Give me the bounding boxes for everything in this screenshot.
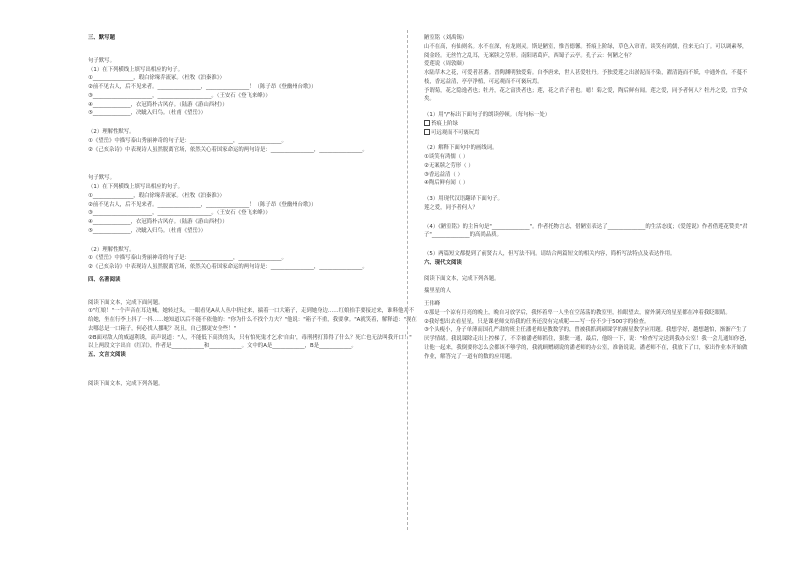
question-2: （2）解释下面句中的画线词。 [424,145,498,152]
poem1-text: 山不在高，有仙则名。水不在深，有龙则灵。斯是陋室，惟吾德馨。苔痕上阶绿，草色入帘青。谈笑有鸿儒，往来无白丁。可以调素琴，阅金经。无丝竹之乱耳，无案牍之劳形。南阳诸葛庐，西蜀子云亭。孔子云：何陋之有？ [424,43,748,59]
block2-line-6: ①《望岳》中描写泰山秀丽神奇的句子是：________________，________________。 [88,255,287,262]
question-2-item-a: ①谈笑有鸿儒（ ） [424,154,469,160]
block1-q1: （1）在下列横线上填写出相应的句子。 [88,66,184,73]
block2-intro: 句子默写。 [88,175,115,182]
block2-line-2: ②前不见古人，后不见来者。________________，________________！（陈子昂《登幽州台歌》） [88,201,317,208]
story-title: 揣里星的人 [424,288,451,295]
question-1-item-b [424,129,750,138]
poem2-title: 爱莲说（周敦颐） [424,61,468,68]
section-5-intro: 阅读下面文本，完成下列各题。 [88,380,164,387]
block1-line-3: ③______________________，____________________。（王安石《登飞来峰》） [88,92,271,99]
section-4-intro: 阅读下面文本，完成下面问题。 [88,299,164,306]
right-column [424,34,750,361]
question-1-item-a [424,120,750,129]
section-3-title: 三、默写题 [88,35,115,41]
block2-line-5: ⑤______________，决眦入归鸟。（杜甫《望岳》） [88,227,207,234]
block2-line-7: ②《己亥杂诗》中表现诗人虽然脱离官场，依然关心着国家命运的两句诗是：________________，________________。 [88,264,368,270]
question-3-text: 莲之爱，同予者何人？ [424,204,478,211]
question-2-item-b: ②无案牍之劳形（ ） [424,162,474,169]
block1-line-6: ①《望岳》中描写泰山秀丽神奇的句子是：________________，________________。 [88,137,287,144]
poem2-para-2: 予谓菊，花之隐逸者也；牡丹，花之富贵者也；莲，花之君子者也。噫！菊之爱，陶后鲜有闻。莲之爱，同予者何人？牡丹之爱，宜乎众矣。 [424,87,748,103]
section-6-intro: 阅读下面文本，完成下列各题。 [424,275,500,282]
poem2-para-1: 水陆草木之花，可爱者甚蕃。晋陶渊明独爱菊。自李唐来，世人甚爱牡丹。予独爱莲之出淤泥而不染，濯清涟而不妖，中通外直，不蔓不枝，香远益清，亭亭净植，可远观而不可亵玩焉。 [424,70,748,85]
block2-q2: （2）理解性默写。 [88,246,135,253]
question-1-item-a-text: 苔痕上阶绿 [431,120,458,127]
block2-line-4: ④______________，衣冠简朴古风存。（陆游《游山西村》） [88,219,228,225]
block1-line-5: ⑤______________，决眦入归鸟。（杜甫《望岳》） [88,110,207,117]
story-para-3: ③个头瘦小，身子单薄而国孔严肃的班主任潘老师是教数学的，曾被我抓到刷课学的握星数学应用题。我想学好，越想越怕，渐渐产生了厌学情绪。我说课除走出上控梯了，不幸被潘老师抓住，狠批一通，最后，他盼一下，说："检查写完送到我办公室！我一会儿通知你爸，让他一起来，我倒要你怎么会都该不够学的，我就顾赠刷说的潘老师的办公室，准备说说。潘老师不在，我放下了口，家出作业本开始做作业，解答完了一道有的数的应用题。 [424,327,750,360]
poem1-title: 陋室铭（刘禹锡） [424,35,468,41]
story-para-1: ①那是一个凉有月亮的晚上，晚自习放学后，我怀着卑一人坐在空荡荡的教室里，抬眼望去，窗外满天的星星都在冲着我眨眼睛。 [424,309,731,316]
block2-line-3: ③______________________，____________________。（王安石《登飞来峰》） [88,210,271,217]
story-author: 王伟峰 [424,301,441,307]
checkbox-icon [424,120,430,126]
block1-intro: 句子默写。 [88,57,115,64]
left-column [88,34,418,389]
question-4: （4）《陋室铭》的主旨句是"______________"。作者托物言志，借陋室表达了______________的生活态度；《爱莲说》作者借莲花赞美"君子"______________的高尚品质。 [424,223,748,239]
question-5: （5）两篇短文都提到了前贤古人，但写法不同。请结合两篇短文的相关内容，简析写法特点及表达作用。 [424,251,676,257]
section-5-title: 五、文言文阅读 [88,352,126,358]
section-4-title: 四、名著阅读 [88,276,121,283]
block1-line-7: ②《己亥杂诗》中表现诗人虽然脱离官场，依然关心着国家命运的两句诗是：________________，________________。 [88,146,368,153]
block1-q2: （2）理解性默写。 [88,129,135,135]
block1-line-1: ①_______________，瑕白徐缘乔流冢。（杜牧《泊秦淮》） [88,75,225,82]
column-divider [407,30,408,530]
section-4-passage-2: ②B面对敌人的威逼利诱，高声说道："人，不能低下高贵的头，只有怕死鬼才乞求'自由'，毒刑拷打算得了什么？死亡也无法叫我开口！" [88,334,412,341]
question-2-item-d: ④陶后鲜有闻（ ） [424,180,469,187]
section-4-passage-1: ①"红娘！"一个声音在耳边喊，她转过头，一眼看见A从人丛中挤过来，揣着一口大箱子，走到她身边……红娘抬手要接过来，谁料他并不给她，坐在行李上抖了一抖……她知道以后不能不依他的："你为什么不找个力夫？"他说："箱子不重，我要拿。"A就笑着，解释道："现在去哪总是一口箱子，何必找人挪呢？况且，自己挪更安全些！" [88,308,417,332]
story-para-2: ②我好想出去看星星，只是课老师交给我的任务还没有完成呢——写一份不少于500字的检查。 [424,318,650,325]
section-6-title: 六、现代文阅读 [424,259,462,266]
section-4-question: 以上两段文字出自《红岩》，作者是____________和____________。文中的A是____________，B是____________。 [88,343,357,350]
block1-line-2: ②前不见古人，后不见来者。________________，________________！（陈子昂《登幽州台歌》） [88,84,317,90]
question-3: （3）用现代汉语翻译下面句子。 [424,196,503,202]
question-1-item-b-text: 可远观而不可亵玩焉 [431,129,480,136]
block2-line-1: ①_______________，瑕白徐缘乔流冢。（杜牧《泊秦淮》） [88,192,225,199]
question-1: （1）用"/"标出下面句子的朗读停顿。（每句标一处） [424,112,551,118]
block1-line-4: ④______________，衣冠简朴古风存。（陆游《游山西村》） [88,101,228,108]
block2-q1: （1）在下列横线上填写出相应的句子。 [88,184,184,190]
checkbox-icon [424,129,430,135]
question-2-item-c: ③香远益清（ ） [424,171,463,178]
